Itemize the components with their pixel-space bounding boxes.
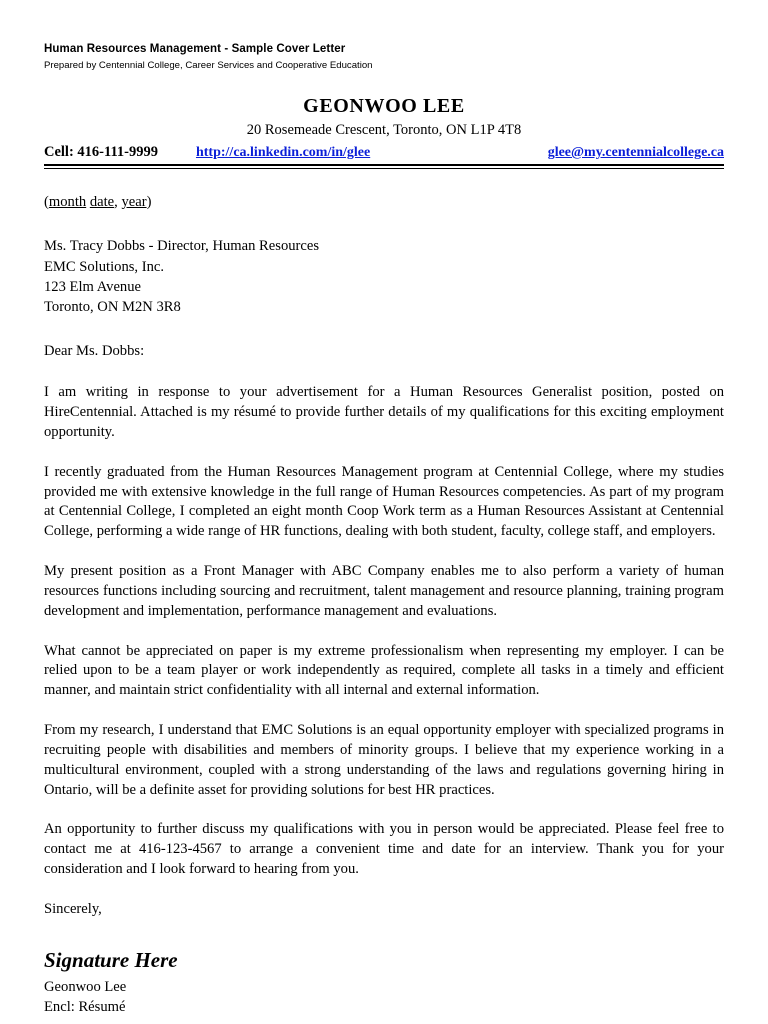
date-open-paren: ( — [44, 194, 49, 211]
page-subtitle: Prepared by Centennial College, Career Services and Cooperative Education — [44, 59, 373, 71]
date-year-placeholder: year — [121, 194, 147, 211]
recipient-line: 123 Elm Avenue — [44, 278, 142, 295]
body-paragraph: My present position as a Front Manager with ABC Company enables me to also perform a variety of human resources functions including sourcing and recruitment, talent management and resource planning, training program development and implementation, performance management and evaluations. — [44, 563, 724, 619]
letter-body — [44, 193, 724, 1017]
body-paragraph: What cannot be appreciated on paper is my extreme professionalism when representing my employer. I can be relied upon to be a team player or work independently as required, complete all tasks in a timely and efficient manner, and maintain strict confidentiality with all internal and external information. — [44, 642, 724, 699]
sender-phone: Cell: 416-111-9999 — [44, 144, 158, 161]
date-close-paren: ) — [146, 194, 152, 211]
letterhead — [44, 95, 724, 169]
page-title: Human Resources Management - Sample Cover Letter — [44, 43, 346, 55]
recipient-line: Ms. Tracy Dobbs - Director, Human Resources — [44, 238, 320, 255]
email-link[interactable]: glee@my.centennialcollege.ca — [547, 145, 724, 161]
signature-placeholder: Signature Here — [44, 948, 178, 973]
sample-document-header — [44, 42, 724, 73]
recipient-line: Toronto, ON M2N 3R8 — [44, 298, 181, 315]
contact-row — [44, 144, 724, 163]
sender-address: 20 Rosemeade Crescent, Toronto, ON L1P 4T8 — [246, 121, 522, 138]
signer-name: Geonwoo Lee — [44, 979, 127, 996]
date-day-placeholder: date — [89, 194, 115, 211]
date-month-placeholder: month — [48, 194, 87, 211]
letterhead-divider — [44, 164, 724, 169]
body-paragraph: I recently graduated from the Human Resources Management program at Centennial College, where my studies provided me with extensive knowledge in the full range of Human Resources competencies. As part of my program at Centennial College, I completed an eight month Coop Work term as a Human Resources Assistant at Centennial College, performing a wide range of HR functions, dealing with both student, faculty, college staff, and employers. — [44, 463, 724, 540]
salutation: Dear Ms. Dobbs: — [44, 342, 145, 359]
date-line — [44, 193, 724, 212]
closing-salutation: Sincerely, — [44, 901, 102, 918]
enclosure-note: Encl: Résumé — [44, 999, 126, 1016]
sender-name: GEONWOO LEE — [303, 94, 465, 117]
recipient-address-block — [44, 236, 724, 317]
body-paragraph: From my research, I understand that EMC Solutions is an equal opportunity employer with specialized programs in recruiting people with disabilities and members of minority groups. I believe that my experience working in a multicultural environment, coupled with a strong understanding of the laws and regulations governing hiring in Ontario, will be a definite asset for providing solutions for best HR practices. — [44, 722, 724, 798]
body-paragraph: An opportunity to further discuss my qualifications with you in person would be appreciated. Please feel free to contact me at 416-123-4567 to arrange a convenient time and date for an interview. Thank you for your consideration and I look forward to hearing from you. — [44, 821, 724, 878]
body-paragraph: I am writing in response to your advertisement for a Human Resources Generalist position, posted on HireCentennial. Attached is my résumé to provide further details of my qualifications for this exciting employment opportunity. — [44, 384, 724, 440]
linkedin-link[interactable]: http://ca.linkedin.com/in/glee — [195, 145, 371, 161]
date-comma: , — [114, 194, 122, 211]
recipient-line: EMC Solutions, Inc. — [44, 258, 164, 275]
